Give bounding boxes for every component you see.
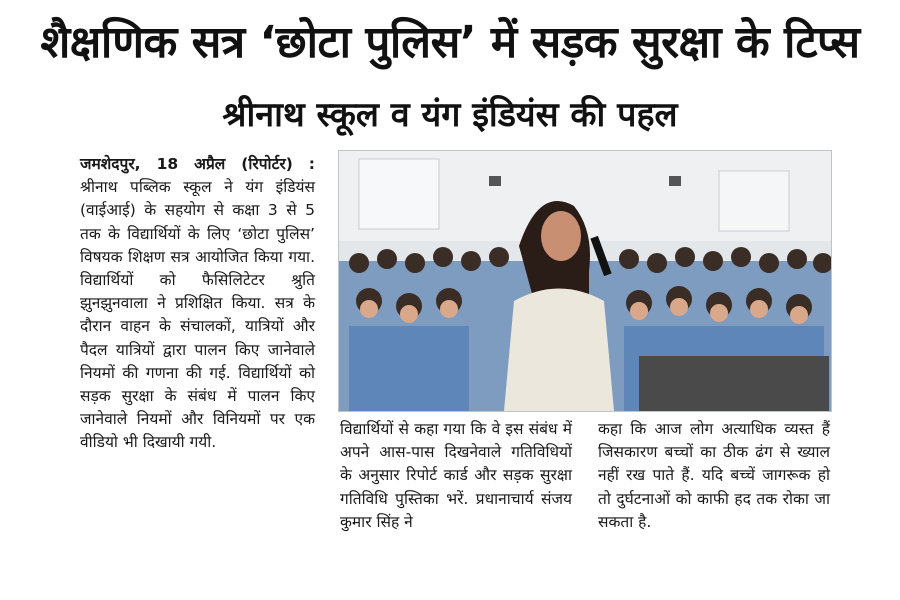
article-text-1: श्रीनाथ पब्लिक स्कूल ने यंग इंडियंस (वाईआई) के सहयोग से कक्षा 3 से 5 तक के विद्यार्थियों के लिए ‘छोटा पुलिस’ विषयक शिक्षण सत्र आयोजित किया गया. विद्यार्थियों को फैसिलिटेटर श्रुति झुनझुनवाला ने प्रशिक्षित किया. सत्र के दौरान वाहन के संचालकों, यात्रियों और पैदल यात्रियों द्वारा पालन किए जानेवाले नियमों की गणना की गई. विद्यार्थियों को सड़क सुरक्षा के संबंध में पालन किए जानेवाले नियमों और विनियमों पर एक वीडियो भी दिखायी गयी. [80,178,315,452]
headline: शैक्षणिक सत्र ‘छोटा पुलिस’ में सड़क सुरक्षा के टिप्स [40,17,860,68]
classroom-photo-illustration [339,151,831,411]
dateline: जमशेदपुर, 18 अप्रैल (रिपोर्टर) : [80,155,315,173]
subheadline: श्रीनाथ स्कूल व यंग इंडियंस की पहल [222,95,678,135]
article-photo [338,150,832,412]
article-column-3: कहा कि आज लोग अत्याधिक व्यस्त हैं जिसकारण बच्चों का ठीक ढंग से ख्याल नहीं रख पाते हैं. यदि बच्चें जागरूक हो तो दुर्घटनाओं को काफी हद तक रोका जा सकता है. [598,420,830,531]
article-column-2: विद्यार्थियों से कहा गया कि वे इस संबंध में अपने आस-पास दिखनेवाले गतिविधियों के अनुसार रिपोर्ट कार्ड और सड़क सुरक्षा गतिविधि पुस्तिका भरें. प्रधानाचार्य संजय कुमार सिंह ने [340,420,572,531]
article-column-1 [80,153,315,455]
